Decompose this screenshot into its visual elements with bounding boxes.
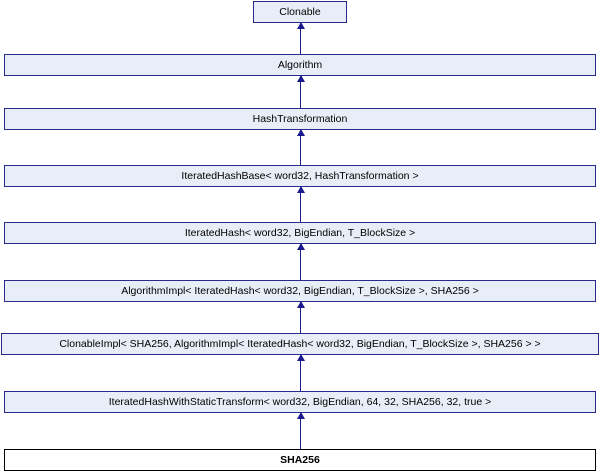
class-node-algorithm[interactable] xyxy=(4,54,596,76)
class-node-label: Clonable xyxy=(279,5,321,18)
class-node-label: ClonableImpl< SHA256, AlgorithmImpl< IteratedHash< word32, BigEndian, T_BlockSize >, SHA256 > > xyxy=(59,337,541,350)
inheritance-arrow xyxy=(300,23,301,54)
class-node-label: SHA256 xyxy=(280,453,320,466)
class-node-hashtransformation[interactable] xyxy=(4,108,596,130)
inheritance-arrow xyxy=(300,302,301,333)
class-node-label: IteratedHashBase< word32, HashTransformation > xyxy=(181,169,419,182)
inheritance-arrow xyxy=(300,355,301,391)
inheritance-arrow xyxy=(300,76,301,108)
class-node-label: Algorithm xyxy=(277,58,323,71)
inheritance-arrow xyxy=(300,413,301,449)
class-node-iteratedhash[interactable] xyxy=(4,222,596,244)
class-node-label: IteratedHashWithStaticTransform< word32, BigEndian, 64, 32, SHA256, 32, true > xyxy=(108,395,492,408)
class-node-algorithmimpl[interactable] xyxy=(4,280,596,302)
class-node-label: HashTransformation xyxy=(252,112,348,125)
inheritance-arrow xyxy=(300,187,301,222)
class-node-clonable[interactable] xyxy=(253,1,347,23)
class-node-sha256[interactable] xyxy=(4,449,596,471)
class-node-label: AlgorithmImpl< IteratedHash< word32, BigEndian, T_BlockSize >, SHA256 > xyxy=(121,284,479,297)
inheritance-arrow xyxy=(300,244,301,280)
class-node-iteratedhashbase[interactable] xyxy=(4,165,596,187)
class-node-clonableimpl[interactable] xyxy=(1,333,599,355)
class-node-label: IteratedHash< word32, BigEndian, T_BlockSize > xyxy=(184,226,416,239)
inheritance-arrow xyxy=(300,130,301,165)
class-node-iteratedhashwithstatictransform[interactable] xyxy=(4,391,596,413)
